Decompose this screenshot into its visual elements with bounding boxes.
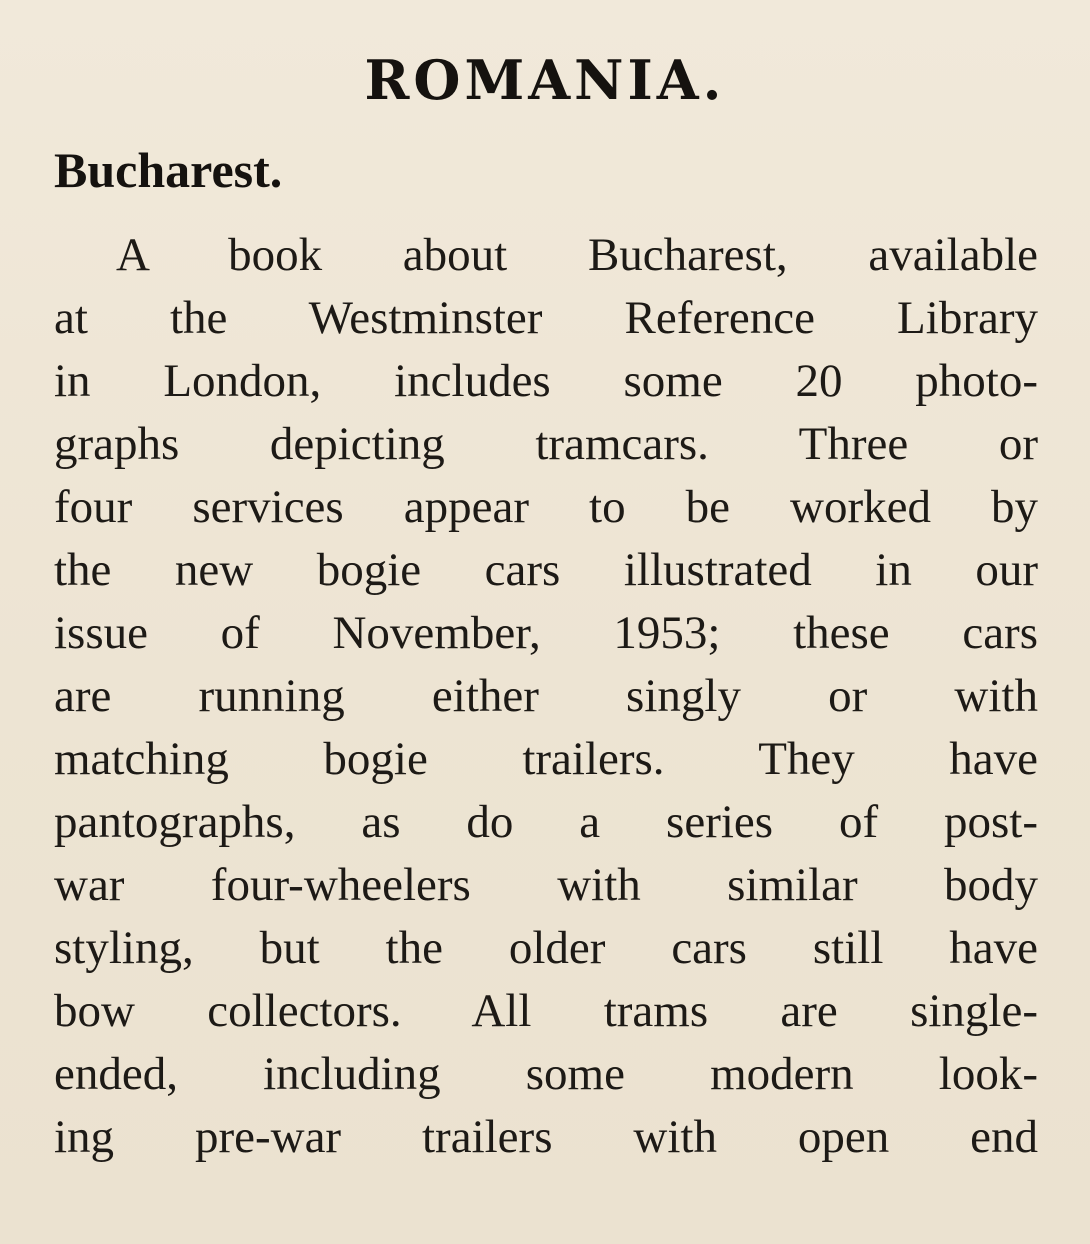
body-line: A book about Bucharest, available	[116, 229, 1038, 281]
subheading: Bucharest.	[54, 142, 283, 198]
body-line: pantographs, as do a series of post-	[54, 796, 1038, 848]
body-line: styling, but the older cars still have	[54, 922, 1038, 974]
body-line: bow collectors. All trams are single-	[54, 985, 1038, 1037]
body-line: graphs depicting tramcars. Three or	[54, 418, 1038, 470]
body-line: in London, includes some 20 photo-	[54, 355, 1038, 407]
body-line: the new bogie cars illustrated in our	[54, 544, 1038, 596]
body-line: ing pre-war trailers with open end	[54, 1111, 1038, 1163]
body-line: issue of November, 1953; these cars	[54, 607, 1038, 659]
body-line: four services appear to be worked by	[54, 481, 1038, 533]
body-line: war four-wheelers with similar body	[54, 859, 1038, 911]
section-title: ROMANIA.	[364, 48, 726, 112]
body-line: are running either singly or with	[54, 670, 1038, 722]
body-line: ended, including some modern look-	[54, 1048, 1038, 1100]
body-line: matching bogie trailers. They have	[54, 733, 1038, 785]
article-body	[54, 224, 1038, 1169]
body-line: at the Westminster Reference Library	[54, 292, 1038, 344]
